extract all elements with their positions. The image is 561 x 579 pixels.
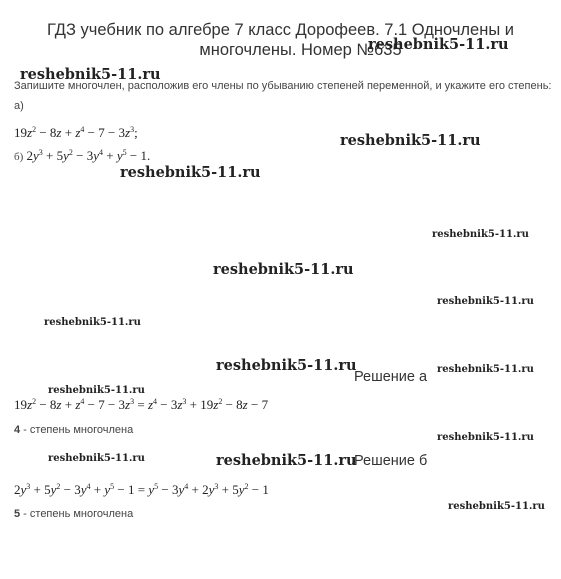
solution-a-equation: $19z^2 - 8z + z^4 - 7 - 3z^3 = z^4 - 3z^3 + 19z^2 - 8z - 7$	[14, 397, 269, 412]
watermark: reshebnik5-11.ru	[213, 261, 354, 278]
watermark: reshebnik5-11.ru	[437, 364, 534, 375]
solution-a-degree-text: - степень многочлена	[20, 424, 134, 436]
part-b-punct: .	[147, 148, 151, 163]
solution-b-degree-text: - степень многочлена	[20, 508, 134, 520]
task-instruction: Запишите многочлен, расположив его члены по убыванию степеней переменной, и укажите его степень:	[14, 80, 552, 92]
watermark: reshebnik5-11.ru	[44, 317, 141, 328]
watermark: reshebnik5-11.ru	[20, 66, 161, 83]
solution-b-degree	[14, 508, 133, 520]
watermark: reshebnik5-11.ru	[48, 453, 145, 464]
watermark: reshebnik5-11.ru	[120, 164, 261, 181]
page-title-line-1: ГДЗ учебник по алгебре 7 класс Дорофеев. 7.1 Одночлены и	[46, 21, 515, 39]
polynomial-b: б) $2y^3 + 5y^2 - 3y^4 + y^5 - 1$.	[14, 148, 151, 163]
watermark: reshebnik5-11.ru	[216, 452, 357, 469]
page-title-line-2: многочлены. Номер №635	[199, 41, 402, 59]
watermark: reshebnik5-11.ru	[48, 385, 145, 396]
watermark: reshebnik5-11.ru	[432, 229, 529, 240]
polynomial-a: $19z^2 - 8z + z^4 - 7 - 3z^3$;	[14, 125, 138, 140]
solution-a-heading: Решение а	[354, 369, 428, 385]
solution-b-equation: $2y^3 + 5y^2 - 3y^4 + y^5 - 1 = y^5 - 3y^4 + 2y^3 + 5y^2 - 1$	[14, 482, 269, 497]
part-a-label: а)	[14, 100, 24, 112]
watermark: reshebnik5-11.ru	[437, 296, 534, 307]
watermark: reshebnik5-11.ru	[368, 36, 509, 53]
part-b-label: б)	[14, 151, 24, 163]
watermark: reshebnik5-11.ru	[437, 432, 534, 443]
part-a-punct: ;	[134, 125, 138, 140]
watermark: reshebnik5-11.ru	[448, 501, 545, 512]
watermark: reshebnik5-11.ru	[340, 132, 481, 149]
solution-a-degree	[14, 424, 133, 436]
solution-b-degree-number: 5	[14, 508, 21, 520]
watermark: reshebnik5-11.ru	[216, 357, 357, 374]
solution-b-heading: Решение б	[354, 453, 428, 469]
solution-a-degree-number: 4	[14, 424, 21, 436]
